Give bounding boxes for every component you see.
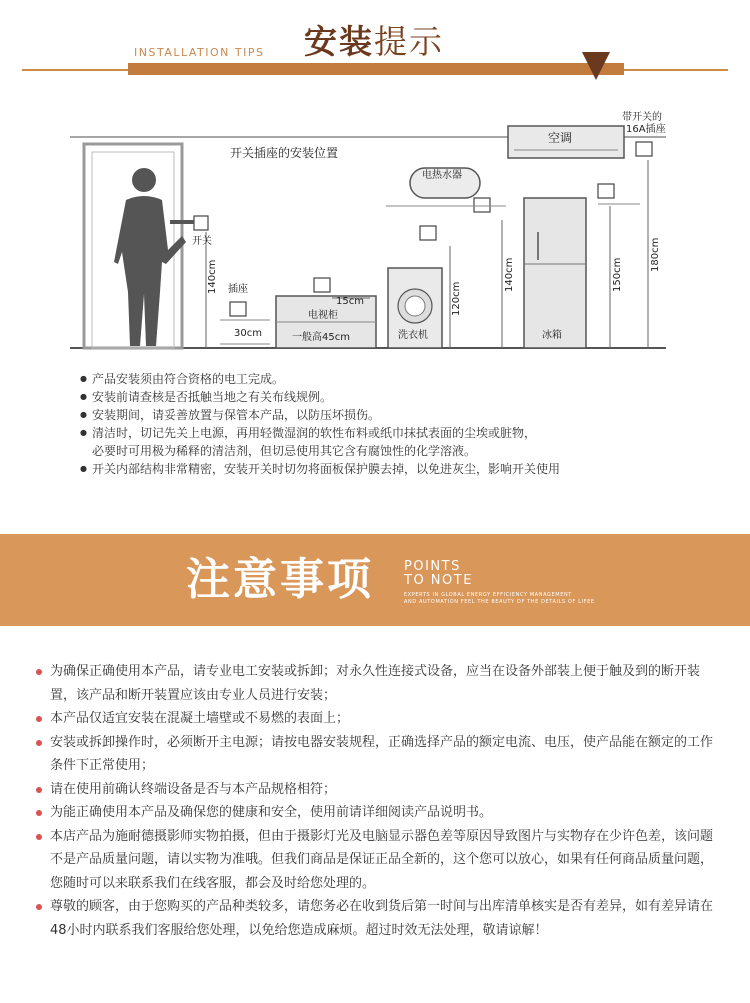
label-ac-socket-1: 带开关的 [622,112,662,123]
header-en-label: INSTALLATION TIPS [134,46,265,59]
label-socket: 插座 [228,284,248,295]
list-item: 安装或拆卸操作时，必须断开主电源；请按电器安装规程，正确选择产品的额定电流、电压，使产品能在额定的工作条件下正常使用； [36,731,716,778]
installation-diagram [70,112,680,362]
socket-icon-ac [636,142,652,156]
list-item: 为确保正确使用本产品，请专业电工安装或拆卸；对永久性连接式设备，应当在设备外部装上便于触及到的断开装置，该产品和断开装置应该由专业人员进行安装； [36,660,716,707]
label-h180: 180cm [650,237,661,272]
fridge-icon [524,198,586,348]
switch-icon [194,216,208,230]
label-h120: 120cm [451,281,462,316]
list-item: 尊敬的顾客，由于您购买的产品种类较多，请您务必在收到货后第一时间与出库清单核实是否有差异，如有差异请在48小时内联系我们客服给您处理，以免给您造成麻烦。超过时效无法处理，敬请谅解！ [36,895,716,942]
socket-icon-heater [474,198,490,212]
socket-icon-tv [314,278,330,292]
label-ac: 空调 [548,131,573,145]
banner-en-line2: TO NOTE [404,573,473,588]
list-item: 为能正确使用本产品及确保您的健康和安全，使用前请详细阅读产品说明书。 [36,801,716,825]
diagram-illustration [70,112,680,362]
list-item-continuation: 必要时可用极为稀释的清洁剂，但切忌使用其它含有腐蚀性的化学溶液。 [92,444,477,458]
header-bar [128,63,624,75]
list-item: ● 安装前请查核是否抵触当地之有关布线规例。 [80,388,680,406]
label-h140-left: 140cm [207,259,218,294]
label-washer: 洗衣机 [398,330,428,341]
label-switch: 开关 [192,236,212,247]
label-h150: 150cm [612,257,623,292]
notice-banner [0,534,750,626]
socket-icon-left [230,302,246,316]
person-icon [114,168,186,346]
label-h30: 30cm [234,328,262,339]
list-item: ● 清洁时，切记先关上电源，再用轻微湿润的软性布料或纸巾抹拭表面的尘埃或脏物， [80,424,680,442]
list-item: 本店产品为施耐德摄影师实物拍摄，但由于摄影灯光及电脑显示器色差等原因导致图片与实物存在少许色差，该问题不是产品质量问题，请以实物为准哦。但我们商品是保证正品全新的，这个您可以放心，如果有任何商品质量问题，您随时可以来联系我们在线客服，都会及时给您处理的。 [36,825,716,896]
header-triangle-icon [582,52,610,80]
install-notes-list [80,370,680,478]
label-h15: 15cm [336,296,364,307]
label-ac-socket-2: 16A插座 [626,124,666,135]
list-item: 请在使用前确认终端设备是否与本产品规格相符； [36,778,716,802]
label-tv-height: 一般高45cm [292,332,350,343]
header-title [304,22,444,62]
list-item: ● 产品安装须由符合资格的电工完成。 [80,370,680,388]
diagram-heading: 开关插座的安装位置 [230,146,339,160]
banner-en-line1: POINTS [404,559,461,574]
header-title-bold: 安装 [304,22,374,61]
banner-sub-line2: AND AUTOMATION FEEL THE BEAUTY OF THE DETAILS OF LIFEE [404,599,595,605]
socket-icon-fridge [598,184,614,198]
list-item: 本产品仅适宜安装在混凝土墙壁或不易燃的表面上； [36,707,716,731]
banner-title: 注意事项 [186,554,374,605]
label-h140-mid: 140cm [504,257,515,292]
banner-subtitle [404,592,595,606]
list-item: ● 安装期间，请妥善放置与保管本产品，以防压坏损伤。 [80,406,680,424]
label-fridge: 冰箱 [542,330,562,341]
section-header [0,0,750,100]
notice-points-list [36,660,716,942]
socket-icon-washer [420,226,436,240]
label-water-heater: 电热水器 [422,170,462,181]
banner-sub-line1: EXPERTS IN GLOBAL ENERGY EFFICIENCY MANAGEMENT [404,592,572,598]
header-title-light: 提示 [374,22,444,61]
label-tv-cabinet: 电视柜 [308,310,338,321]
list-item: ● 开关内部结构非常精密，安装开关时切勿将面板保护膜去掉，以免进灰尘，影响开关使用 [80,460,680,478]
